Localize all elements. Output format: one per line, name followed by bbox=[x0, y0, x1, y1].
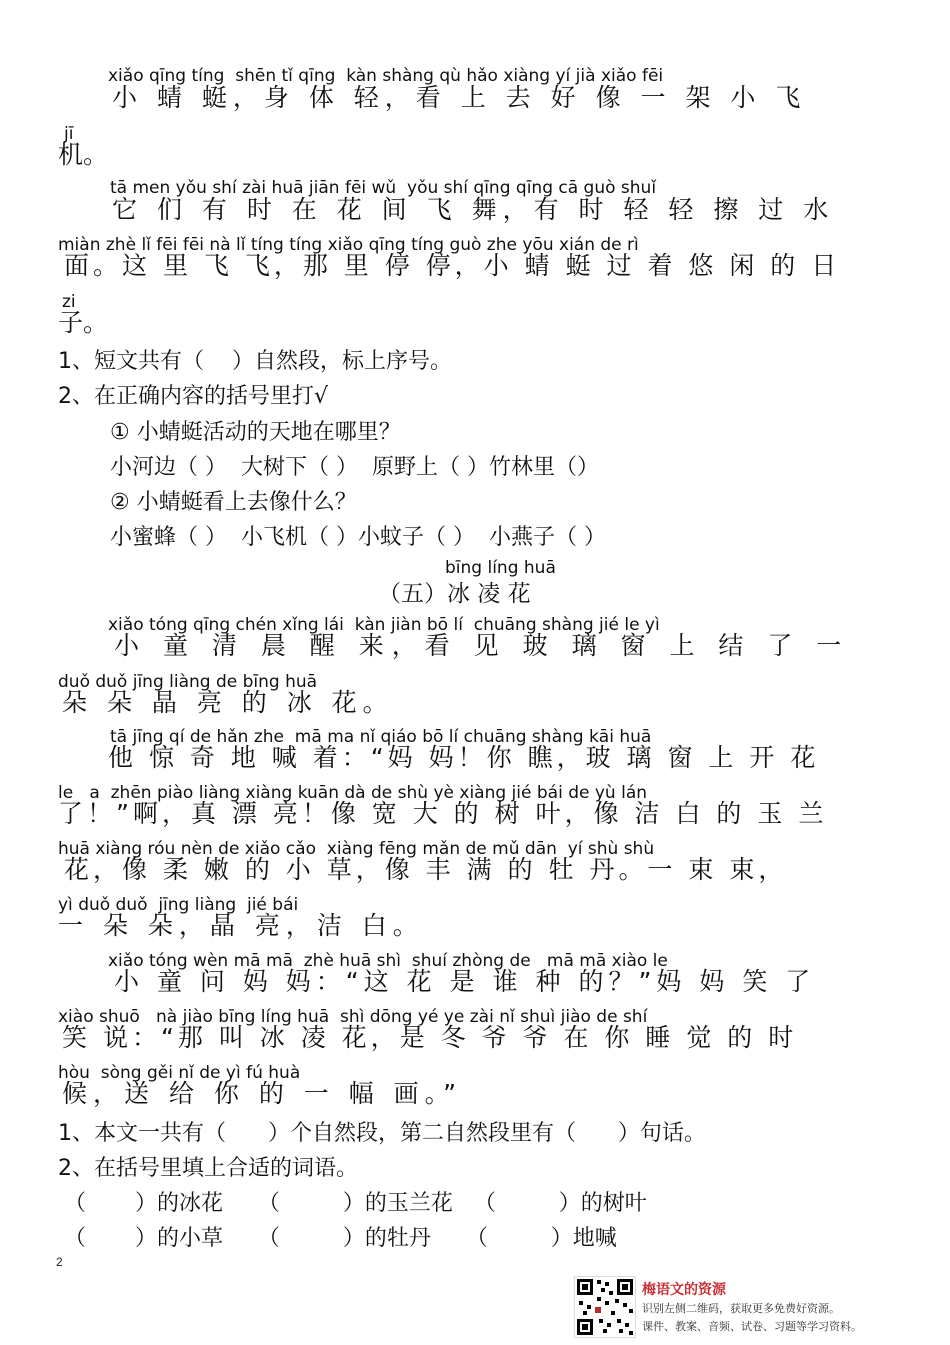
pinyin-line: le a zhēn piào liàng xiàng kuān dà de shù yè xiàng jié bái de yù lán bbox=[58, 783, 648, 803]
section-title: （五）冰 凌 花 bbox=[378, 581, 531, 607]
question-1: 1、本文一共有（ ）个自然段，第二自然段里有（ ）句话。 bbox=[58, 1121, 706, 1146]
pinyin-line: zi bbox=[62, 292, 76, 312]
qr-code-icon bbox=[574, 1276, 636, 1338]
hanzi-line: 花，像 柔 嫩 的 小 草，像 丰 满 的 牡 丹。一 束 束， bbox=[64, 855, 788, 884]
question-2-sub-2-options: 小蜜蜂（ ） 小飞机（ ）小蚊子（ ） 小燕子（ ） bbox=[110, 525, 606, 550]
hanzi-line: 小 童 清 晨 醒 来，看 见 玻 璃 窗 上 结 了 一 bbox=[114, 631, 850, 660]
pinyin-line: yì duǒ duǒ jīng liàng jié bái bbox=[58, 895, 299, 915]
hanzi-line: 机。 bbox=[58, 140, 109, 169]
hanzi-line: 朵 朵 晶 亮 的 冰 花。 bbox=[62, 688, 394, 717]
pinyin-line: xiào shuō nà jiào bīng líng huā shì dōng yé ye zài nǐ shuì jiào de shí bbox=[58, 1007, 648, 1027]
pinyin-line: tā men yǒu shí zài huā jiān fēi wǔ yǒu shí qīng qīng cā guò shuǐ bbox=[110, 178, 657, 198]
pinyin-line: hòu sòng gěi nǐ de yì fú huà bbox=[58, 1063, 301, 1083]
pinyin-line: duǒ duǒ jīng liàng de bīng huā bbox=[58, 672, 318, 692]
brand-name: 梅语文的资源 bbox=[642, 1282, 726, 1298]
hanzi-line: 它 们 有 时 在 花 间 飞 舞，有 时 轻 轻 擦 过 水 bbox=[112, 195, 835, 224]
question-1: 1、短文共有（ ）自然段，标上序号。 bbox=[58, 349, 452, 374]
question-2-sub-2: ② 小蜻蜓看上去像什么？ bbox=[110, 490, 357, 515]
hanzi-line: 笑 说：“那 叫 冰 凌 花，是 冬 爷 爷 在 你 睡 觉 的 时 bbox=[62, 1023, 798, 1052]
hanzi-line: 一 朵 朵，晶 亮，洁 白。 bbox=[58, 911, 424, 940]
pinyin-line: xiǎo tóng wèn mā mā zhè huā shì shuí zhòng de mā mā xiào le bbox=[108, 951, 668, 971]
question-2-sub-1-options: 小河边（ ） 大树下（ ） 原野上（ ）竹林里（） bbox=[110, 455, 599, 480]
question-2: 2、在正确内容的括号里打√ bbox=[58, 384, 329, 409]
hanzi-line: 小 蜻 蜓，身 体 轻，看 上 去 好 像 一 架 小 飞 bbox=[112, 83, 807, 112]
fill-blanks-row-1: （ ）的冰花 （ ）的玉兰花 （ ）的树叶 bbox=[64, 1191, 647, 1216]
pinyin-line: miàn zhè lǐ fēi fēi nà lǐ tíng tíng xiǎo qīng tíng guò zhe yōu xián de rì bbox=[58, 235, 639, 255]
hanzi-line: 候，送 给 你 的 一 幅 画。” bbox=[62, 1079, 463, 1108]
section-title-pinyin: bīng líng huā bbox=[445, 558, 556, 578]
pinyin-line: xiǎo qīng tíng shēn tǐ qīng kàn shàng qù hǎo xiàng yí jià xiǎo fēi bbox=[108, 66, 664, 86]
page-number: 2 bbox=[56, 1255, 63, 1269]
hanzi-line: 他 惊 奇 地 喊 着：“妈 妈！你 瞧，玻 璃 窗 上 开 花 bbox=[108, 743, 820, 772]
footer-text: 识别左侧二维码，获取更多免费好资源。 bbox=[642, 1302, 840, 1315]
fill-blanks-row-2: （ ）的小草 （ ）的牡丹 （ ）地喊 bbox=[64, 1226, 617, 1251]
hanzi-line: 小 童 问 妈 妈：“这 花 是 谁 种 的？”妈 妈 笑 了 bbox=[114, 967, 816, 996]
pinyin-line: jī bbox=[64, 124, 74, 144]
hanzi-line: 子。 bbox=[58, 308, 109, 337]
pinyin-line: tā jīng qí de hǎn zhe mā ma nǐ qiáo bō lí chuāng shàng kāi huā bbox=[110, 727, 652, 747]
question-2: 2、在括号里填上合适的词语。 bbox=[58, 1156, 358, 1181]
hanzi-line: 面。这 里 飞 飞，那 里 停 停，小 蜻 蜓 过 着 悠 闲 的 日 bbox=[64, 251, 841, 280]
footer-text: 课件、教案、音频、试卷、习题等学习资料。 bbox=[642, 1320, 862, 1333]
question-2-sub-1: ① 小蜻蜓活动的天地在哪里？ bbox=[110, 420, 401, 445]
hanzi-line: 了！”啊，真 漂 亮！像 宽 大 的 树 叶，像 洁 白 的 玉 兰 bbox=[58, 799, 828, 828]
pinyin-line: xiǎo tóng qīng chén xǐng lái kàn jiàn bō lí chuāng shàng jié le yì bbox=[108, 615, 660, 635]
pinyin-line: huā xiàng róu nèn de xiǎo cǎo xiàng fēng mǎn de mǔ dān yí shù shù bbox=[58, 839, 655, 859]
